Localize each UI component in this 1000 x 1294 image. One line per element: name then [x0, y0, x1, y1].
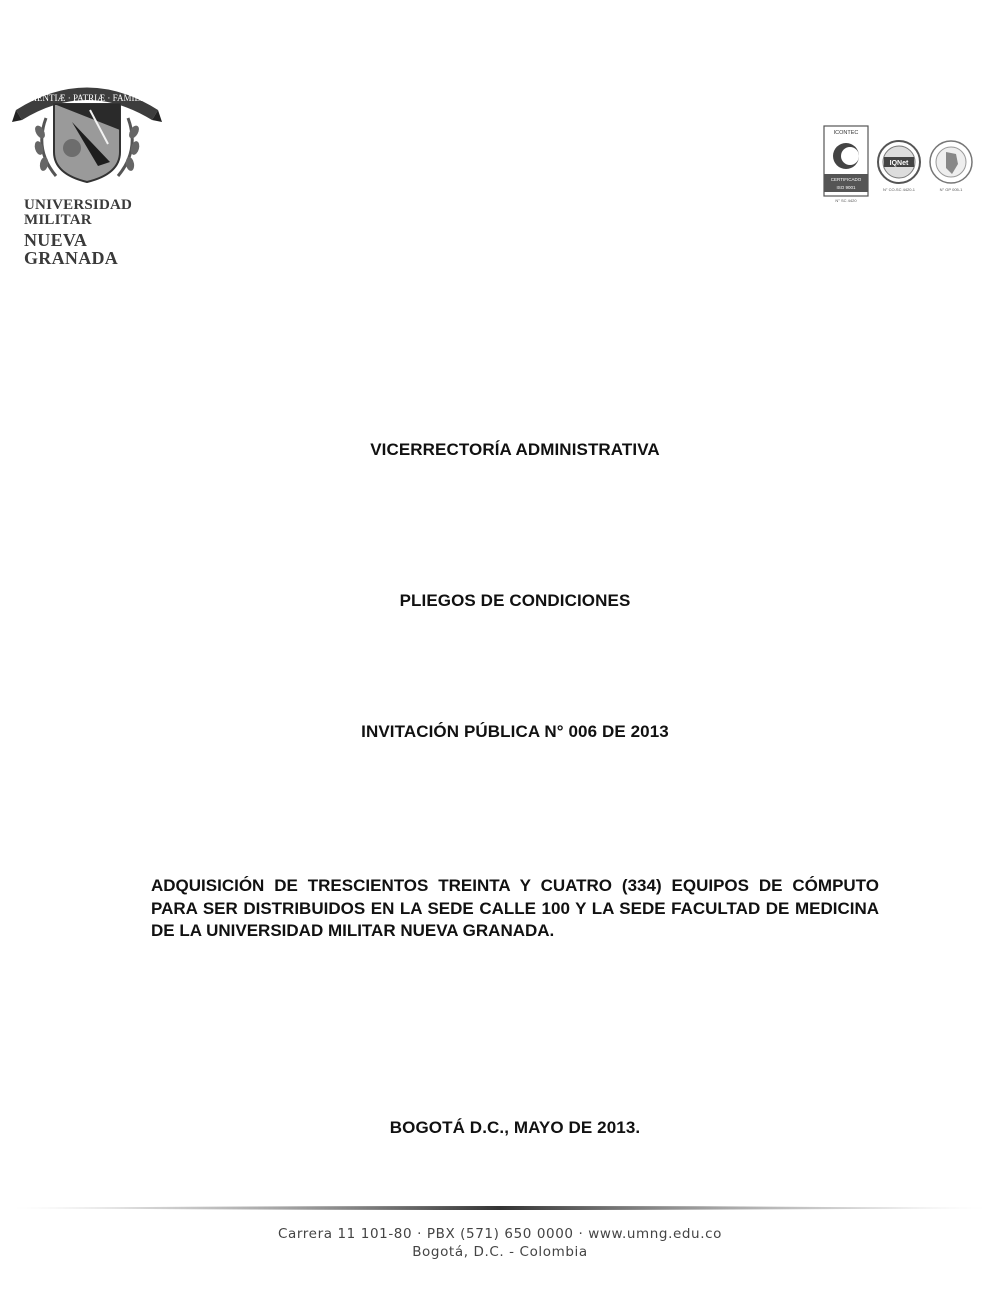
icontec-iso: ISO 9001: [836, 185, 856, 190]
icontec-number: N° SC 4420: [835, 198, 857, 203]
office-heading: VICERRECTORÍA ADMINISTRATIVA: [370, 440, 660, 459]
university-name-line2: NUEVA GRANADA: [24, 230, 119, 268]
iqnet-label: IQNet: [889, 160, 909, 167]
footer-address: Carrera 11 101-80 · PBX (571) 650 0000 · www.umng.edu.co: [278, 1226, 722, 1242]
document-title: PLIEGOS DE CONDICIONES: [399, 591, 631, 610]
iqnet-number: N° CO-SC 4420-1: [882, 187, 916, 192]
place-date: BOGOTÁ D.C., MAYO DE 2013.: [389, 1118, 641, 1137]
footer-divider: [15, 1204, 985, 1212]
certification-seals: [820, 124, 980, 204]
crest-motto: SCIENTIÆ · PATRIÆ · FAMILIÆ: [22, 93, 152, 103]
university-name-line1: UNIVERSIDAD MILITAR: [24, 197, 133, 228]
subject-paragraph: ADQUISICIÓN DE TRESCIENTOS TREINTA Y CUATRO (334) EQUIPOS DE CÓMPUTO PARA SER DISTRIBUIDOS EN LA SEDE CALLE 100 Y LA SEDE FACULTAD DE MEDICINA DE LA UNIVERSIDAD MILITAR NUEVA GRANADA.: [151, 876, 879, 940]
invitation-heading: INVITACIÓN PÚBLICA N° 006 DE 2013: [361, 722, 669, 741]
icontec-certified: CERTIFICADO: [830, 177, 862, 182]
university-crest-logo: [12, 70, 162, 190]
footer-city: Bogotá, D.C. - Colombia: [412, 1244, 588, 1260]
icontec-label: ICONTEC: [833, 130, 859, 136]
university-name: [24, 198, 164, 267]
gp-number: N° GP 005-1: [939, 187, 963, 192]
